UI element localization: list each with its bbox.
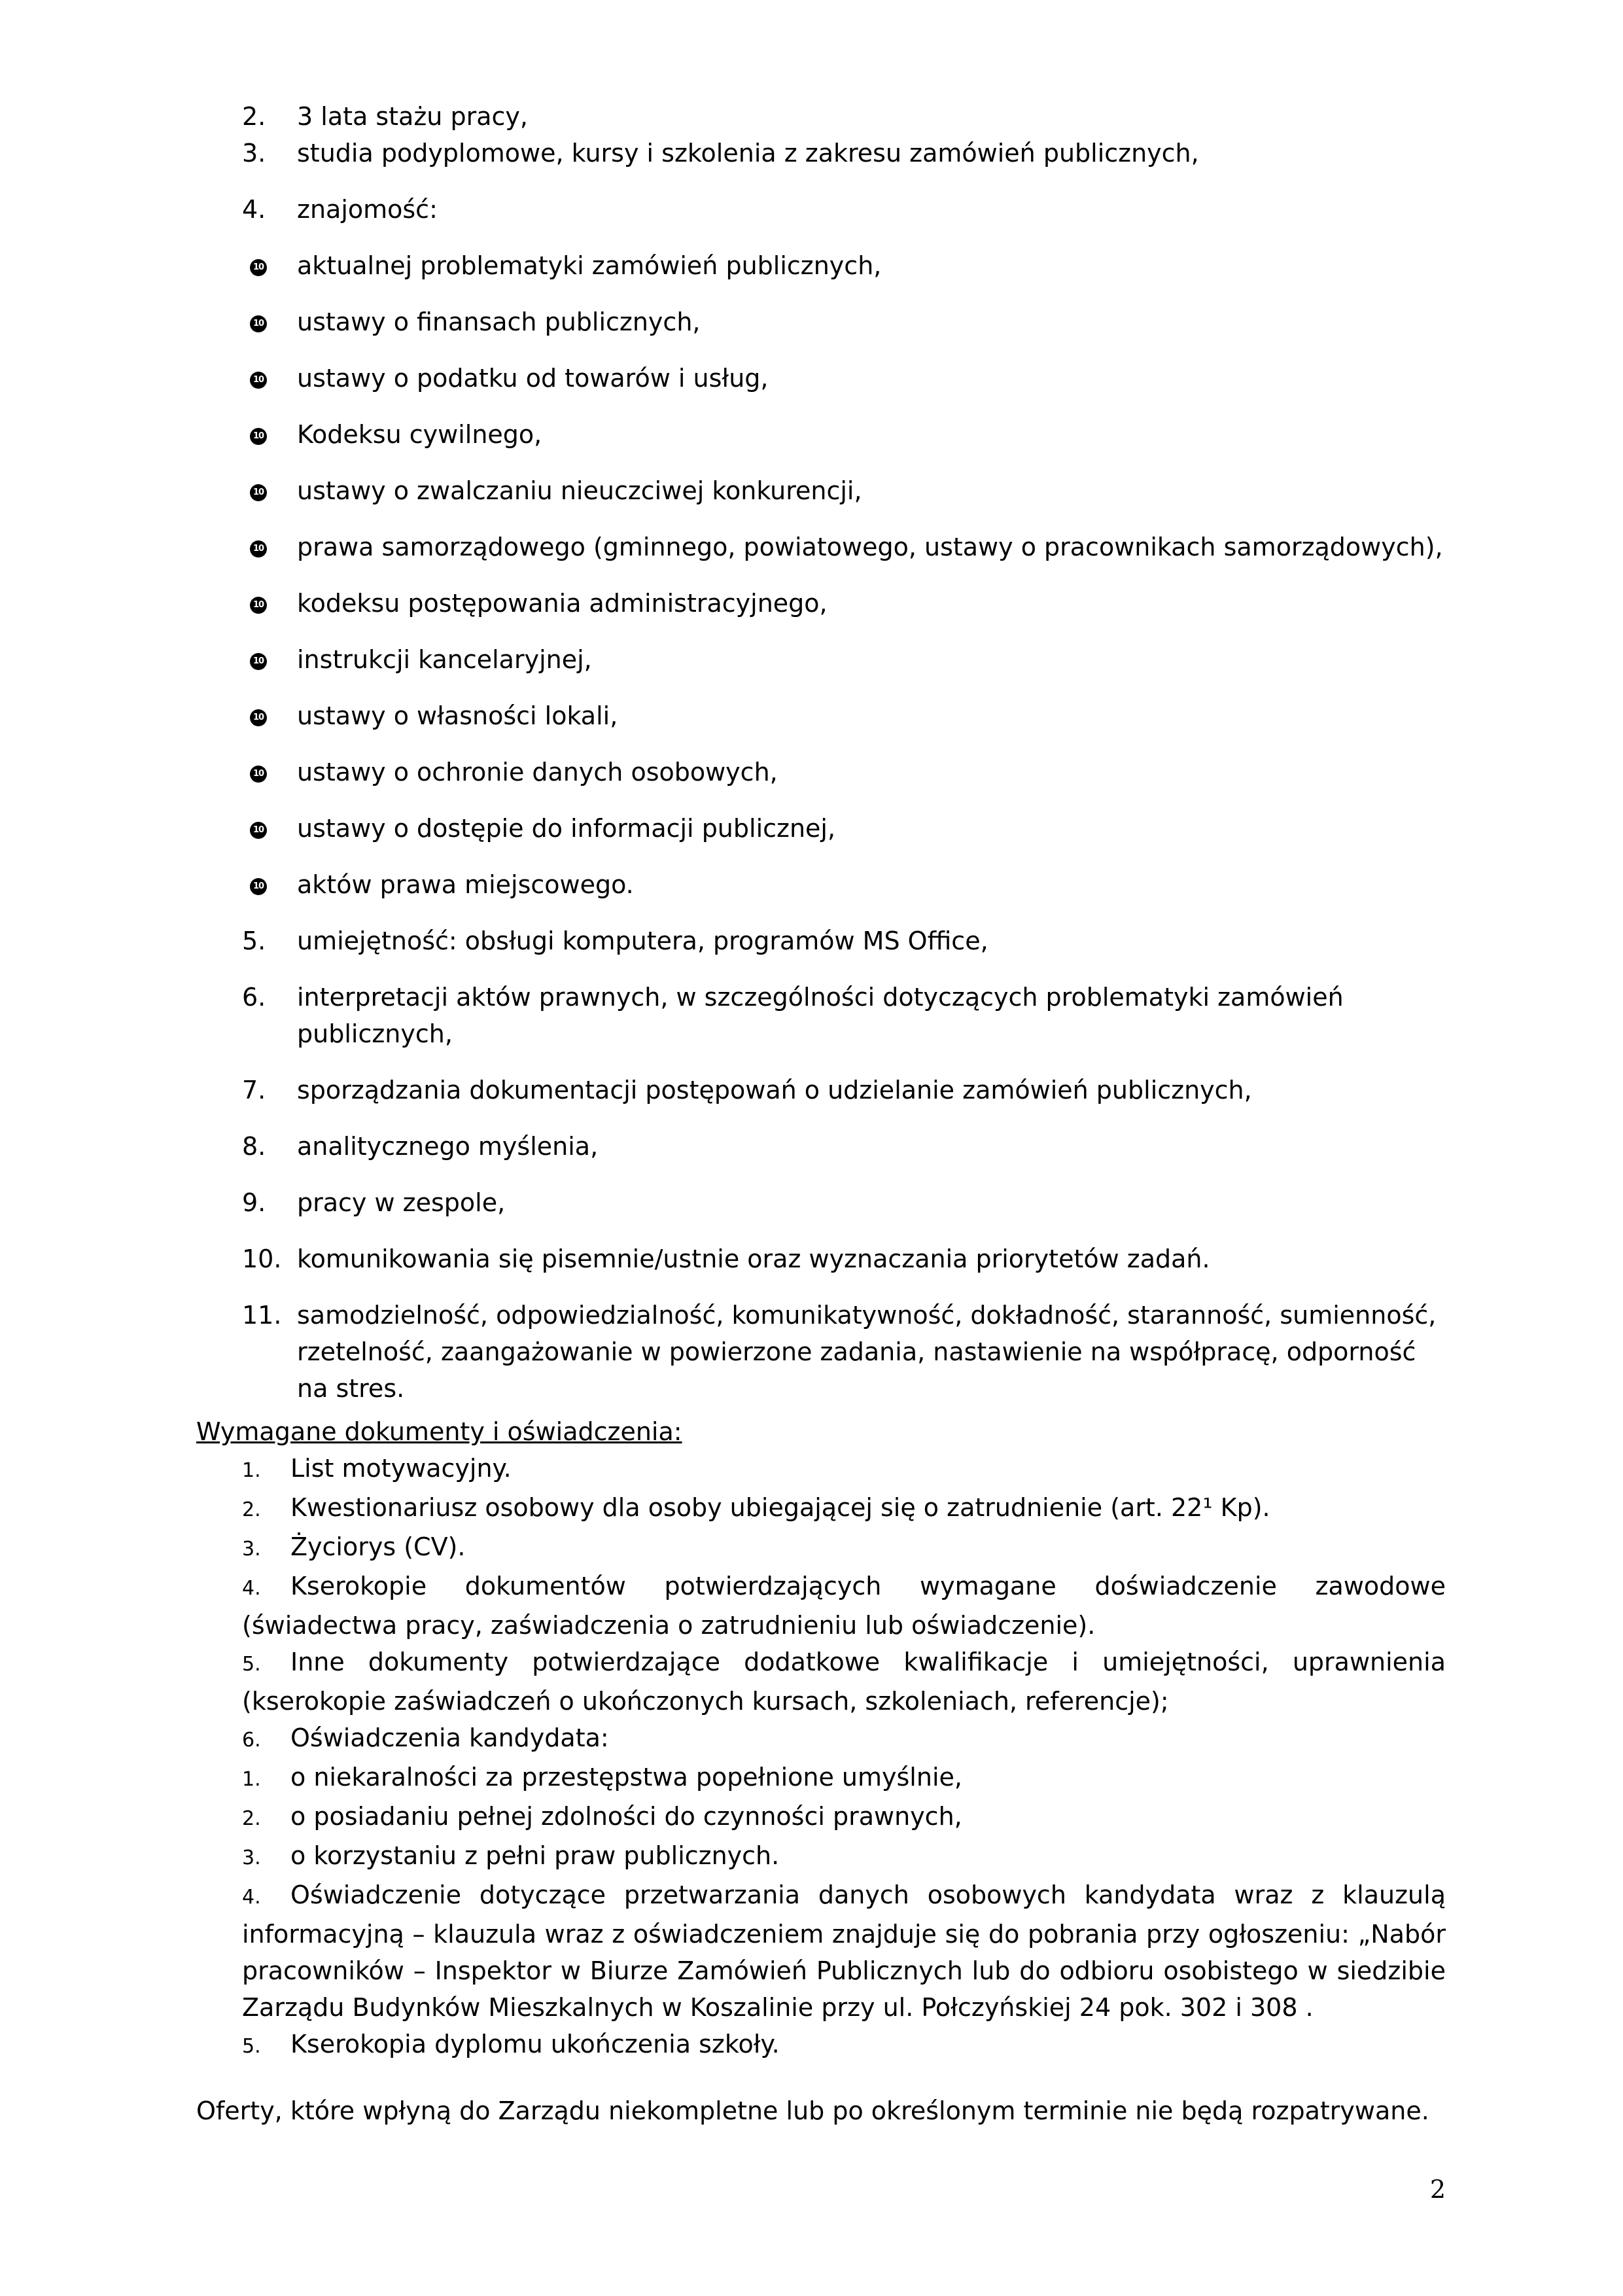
- circled-ten-bullet-icon: 10: [250, 878, 267, 895]
- document-list-item: [242, 1528, 1446, 1568]
- list-item-text: studia podyplomowe, kursy i szkolenia z zakresu zamówień publicznych,: [297, 139, 1199, 168]
- circled-ten-bullet-icon: 10: [250, 484, 267, 501]
- list-item-text: umiejętność: obsługi komputera, programów MS Office,: [297, 927, 988, 955]
- list-item-text: List motywacyjny.: [290, 1454, 512, 1483]
- numbered-list-item: [242, 98, 1446, 135]
- circled-ten-bullet-icon: 10: [250, 822, 267, 839]
- list-item-text: instrukcji kancelaryjnej,: [297, 645, 592, 674]
- document-list-item: [242, 2026, 1446, 2065]
- bullet-list-item: [242, 247, 1446, 284]
- bullet-list-item: [242, 304, 1446, 340]
- list-number: 3.: [242, 1846, 261, 1869]
- list-number: 2.: [242, 1498, 261, 1521]
- list-item-text: Inne dokumenty potwierdzające dodatkowe kwalifikacje i umiejętności, uprawnienia (kserokopie zaświadczeń o ukończonych kursach, szkoleniach, referencje);: [242, 1648, 1446, 1716]
- documents-list: [242, 1450, 1446, 2065]
- bullet-list-item: [242, 529, 1446, 565]
- numbered-list-item: [242, 1128, 1446, 1165]
- numbered-list-item: [242, 979, 1446, 1052]
- list-number: 4.: [242, 1886, 261, 1909]
- list-item-text: o posiadaniu pełnej zdolności do czynności prawnych,: [290, 1802, 962, 1831]
- document-list-item: [242, 1759, 1446, 1798]
- document-list-item: [242, 1568, 1446, 1644]
- list-item-text: kodeksu postępowania administracyjnego,: [297, 589, 828, 618]
- list-number: 6.: [242, 1729, 261, 1752]
- final-note: Oferty, które wpłyną do Zarządu niekompletne lub po określonym terminie nie będą rozpatrywane.: [196, 2096, 1429, 2125]
- list-item-text: Kserokopie dokumentów potwierdzających wymagane doświadczenie zawodowe (świadectwa pracy, zaświadczenia o zatrudnieniu lub oświadczenie).: [242, 1572, 1446, 1640]
- list-item-text: komunikowania się pisemnie/ustnie oraz wyznaczania priorytetów zadań.: [297, 1245, 1210, 1273]
- list-item-text: interpretacji aktów prawnych, w szczególności dotyczących problematyki zamówień publicznych,: [297, 983, 1344, 1048]
- document-list-item: [242, 1877, 1446, 2026]
- list-number: 4.: [242, 195, 266, 224]
- list-number: 4.: [242, 1577, 261, 1600]
- list-item-text: samodzielność, odpowiedzialność, komunikatywność, dokładność, staranność, sumienność, rzetelność, zaangażowanie w powierzone zadania, nastawienie na współpracę, odporność na stres.: [297, 1301, 1437, 1403]
- list-number: 2.: [242, 1807, 261, 1830]
- numbered-list-item: [242, 1072, 1446, 1108]
- documents-section: [196, 1413, 1446, 2065]
- circled-ten-bullet-icon: 10: [250, 315, 267, 332]
- list-item-text: ustawy o dostępie do informacji publicznej,: [297, 814, 836, 843]
- list-item-text: o niekaralności za przestępstwa popełnione umyślnie,: [290, 1763, 962, 1792]
- numbered-list-item: [242, 1241, 1446, 1277]
- circled-ten-bullet-icon: 10: [250, 766, 267, 783]
- list-number: 5.: [242, 927, 266, 955]
- document-list-item: [242, 1489, 1446, 1528]
- bullet-list-item: [242, 754, 1446, 790]
- list-number: 1.: [242, 1459, 261, 1482]
- bullet-list-item: [242, 810, 1446, 847]
- numbered-list-item: [242, 1297, 1446, 1407]
- list-item-text: pracy w zespole,: [297, 1188, 506, 1217]
- list-item-text: ustawy o podatku od towarów i usług,: [297, 364, 769, 393]
- numbered-list-item: [242, 191, 1446, 228]
- document-list-item: [242, 1644, 1446, 1720]
- circled-ten-bullet-icon: 10: [250, 428, 267, 445]
- circled-ten-bullet-icon: 10: [250, 653, 267, 670]
- list-number: 3.: [242, 1538, 261, 1561]
- document-list-item: [242, 1798, 1446, 1837]
- numbered-list-item: [242, 135, 1446, 171]
- list-number: 6.: [242, 983, 266, 1012]
- list-item-text: ustawy o zwalczaniu nieuczciwej konkurencji,: [297, 476, 862, 505]
- bullet-list-item: [242, 641, 1446, 678]
- document-list-item: [242, 1720, 1446, 1759]
- list-number: 1.: [242, 1768, 261, 1791]
- requirements-list: [242, 98, 1446, 1407]
- document-list-item: [242, 1837, 1446, 1877]
- list-number: 8.: [242, 1132, 266, 1161]
- circled-ten-bullet-icon: 10: [250, 540, 267, 557]
- bullet-list-item: [242, 416, 1446, 453]
- numbered-list-item: [242, 923, 1446, 959]
- list-number: 10.: [242, 1245, 282, 1273]
- list-item-text: Kodeksu cywilnego,: [297, 420, 542, 449]
- list-item-text: Oświadczenie dotyczące przetwarzania danych osobowych kandydata wraz z klauzulą informacyjną – klauzula wraz z oświadczeniem znajduje się do pobrania przy ogłoszeniu: „Nabór pracowników – Inspektor w Biurze Zamówień Publicznych lub do odbioru osobistego w siedzibie Zarządu Budynków Mieszkalnych w Koszalinie przy ul. Połczyńskiej 24 pok. 302 i 308 .: [242, 1881, 1446, 2022]
- list-number: 9.: [242, 1188, 266, 1217]
- circled-ten-bullet-icon: 10: [250, 709, 267, 726]
- list-number: 2.: [242, 102, 266, 131]
- list-item-text: znajomość:: [297, 195, 438, 224]
- list-item-text: prawa samorządowego (gminnego, powiatowego, ustawy o pracownikach samorządowych),: [297, 533, 1443, 561]
- list-number: 7.: [242, 1076, 266, 1104]
- list-item-text: Oświadczenia kandydata:: [290, 1723, 609, 1752]
- list-item-text: Kserokopia dyplomu ukończenia szkoły.: [290, 2030, 780, 2058]
- bullet-list-item: [242, 472, 1446, 509]
- bullet-list-item: [242, 866, 1446, 903]
- list-item-text: Kwestionariusz osobowy dla osoby ubiegającej się o zatrudnienie (art. 22¹ Kp).: [290, 1493, 1270, 1522]
- list-number: 5.: [242, 1653, 261, 1676]
- bullet-list-item: [242, 698, 1446, 734]
- bullet-list-item: [242, 585, 1446, 622]
- list-item-text: aktów prawa miejscowego.: [297, 870, 634, 899]
- circled-ten-bullet-icon: 10: [250, 372, 267, 389]
- documents-heading: Wymagane dokumenty i oświadczenia:: [196, 1417, 682, 1446]
- document-list-item: [242, 1450, 1446, 1489]
- list-number: 5.: [242, 2035, 261, 2058]
- circled-ten-bullet-icon: 10: [250, 597, 267, 614]
- list-item-text: ustawy o finansach publicznych,: [297, 308, 701, 336]
- page-number: 2: [1429, 2175, 1446, 2204]
- list-number: 3.: [242, 139, 266, 168]
- list-number: 11.: [242, 1301, 282, 1330]
- list-item-text: o korzystaniu z pełni praw publicznych.: [290, 1841, 780, 1870]
- list-item-text: 3 lata stażu pracy,: [297, 102, 528, 131]
- list-item-text: ustawy o własności lokali,: [297, 701, 618, 730]
- list-item-text: analitycznego myślenia,: [297, 1132, 599, 1161]
- list-item-text: Życiorys (CV).: [290, 1532, 466, 1561]
- numbered-list-item: [242, 1184, 1446, 1221]
- circled-ten-bullet-icon: 10: [250, 259, 267, 276]
- bullet-list-item: [242, 360, 1446, 397]
- list-item-text: sporządzania dokumentacji postępowań o udzielanie zamówień publicznych,: [297, 1076, 1252, 1104]
- list-item-text: ustawy o ochronie danych osobowych,: [297, 758, 778, 786]
- list-item-text: aktualnej problematyki zamówień publicznych,: [297, 251, 882, 280]
